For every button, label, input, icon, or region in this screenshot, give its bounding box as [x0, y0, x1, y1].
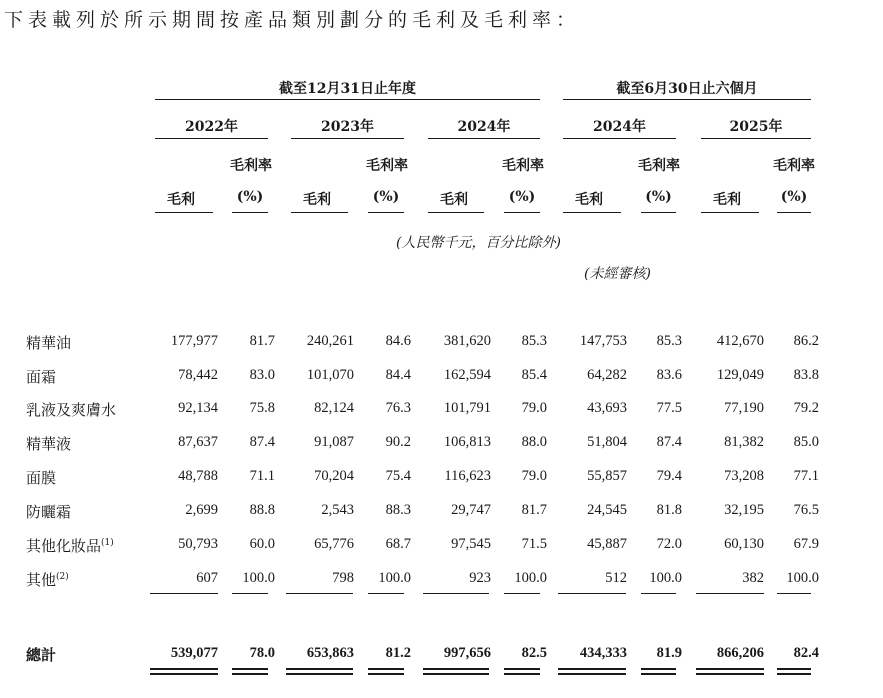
margin-cell: 83.8: [793, 367, 819, 383]
group-header-year: 截至12月31日止年度: [279, 81, 416, 97]
total-margin-cell: 81.2: [385, 645, 411, 661]
margin-unit-header: (%): [780, 189, 808, 205]
gross-profit-cell: 70,204: [314, 468, 354, 484]
total-double-rule-gp: [696, 673, 764, 675]
margin-rule: [504, 212, 540, 213]
gross-profit-cell: 78,442: [178, 367, 218, 383]
year-header-2: 2024年: [457, 119, 511, 135]
total-margin-cell: 82.4: [793, 645, 819, 661]
total-double-rule-mg: [504, 673, 540, 675]
margin-cell: 85.0: [793, 434, 819, 450]
gross-profit-header: 毛利: [303, 192, 331, 208]
gross-profit-cell: 129,049: [716, 367, 764, 383]
gross-profit-cell: 32,195: [724, 502, 764, 518]
group-rule-half: [563, 99, 811, 100]
gross-profit-rule: [428, 212, 484, 213]
gross-profit-cell: 147,753: [579, 333, 627, 349]
margin-cell: 85.4: [521, 367, 547, 383]
margin-unit-header: (%): [372, 189, 400, 205]
gross-profit-rule: [155, 212, 213, 213]
gross-profit-cell: 177,977: [170, 333, 218, 349]
gross-profit-cell: 73,208: [724, 468, 764, 484]
margin-cell: 76.5: [793, 502, 819, 518]
gross-profit-cell: 55,857: [587, 468, 627, 484]
gross-profit-cell: 97,545: [451, 536, 491, 552]
row-label-text: 防曬霜: [26, 503, 72, 521]
margin-header: 毛利率: [773, 158, 815, 174]
total-margin-cell: 81.9: [656, 645, 682, 661]
subtotal-rule-gp: [150, 593, 218, 594]
total-double-rule-gp: [558, 668, 626, 670]
total-gross-profit-cell: 866,206: [716, 645, 764, 661]
gross-profit-header: 毛利: [167, 192, 195, 208]
margin-cell: 77.5: [656, 400, 682, 416]
gross-profit-cell: 82,124: [314, 400, 354, 416]
row-label-text: 其他化妝品: [26, 537, 102, 555]
margin-cell: 88.8: [249, 502, 275, 518]
row-label-text: 精華油: [26, 334, 72, 352]
total-double-rule-gp: [150, 668, 218, 670]
row-label-text: 精華液: [26, 435, 72, 453]
group-header-half: 截至6月30日止六個月: [616, 81, 758, 97]
gross-profit-cell: 50,793: [178, 536, 218, 552]
row-label: [26, 433, 71, 454]
total-double-rule-gp: [423, 668, 489, 670]
margin-cell: 79.0: [521, 400, 547, 416]
total-double-rule-mg: [641, 668, 676, 670]
gross-profit-rule: [701, 212, 759, 213]
margin-cell: 100.0: [378, 570, 411, 586]
margin-cell: 87.4: [249, 434, 275, 450]
subtotal-rule-gp: [286, 593, 353, 594]
total-double-rule-mg: [232, 668, 268, 670]
margin-cell: 67.9: [793, 536, 819, 552]
gross-profit-cell: 512: [605, 570, 627, 586]
margin-cell: 75.8: [249, 400, 275, 416]
total-gross-profit-cell: 434,333: [579, 645, 627, 661]
gross-profit-cell: 798: [332, 570, 354, 586]
margin-cell: 81.7: [249, 333, 275, 349]
total-double-rule-mg: [777, 673, 811, 675]
year-header-3: 2024年: [593, 119, 646, 135]
total-gross-profit-cell: 653,863: [306, 645, 354, 661]
total-double-rule-gp: [696, 668, 764, 670]
gross-profit-cell: 240,261: [306, 333, 354, 349]
total-double-rule-mg: [777, 668, 811, 670]
gross-profit-header: 毛利: [713, 192, 741, 208]
gross-profit-cell: 2,699: [185, 502, 218, 518]
total-double-rule-gp: [423, 673, 489, 675]
margin-cell: 86.2: [793, 333, 819, 349]
margin-cell: 83.6: [656, 367, 682, 383]
margin-cell: 77.1: [793, 468, 819, 484]
year-rule-0: [155, 138, 268, 139]
gross-profit-cell: 381,620: [443, 333, 491, 349]
total-double-rule-gp: [286, 673, 353, 675]
row-label-text: 乳液及爽膚水: [26, 401, 117, 419]
year-rule-4: [701, 138, 811, 139]
row-label: [26, 366, 56, 387]
subtotal-rule-mg: [641, 593, 676, 594]
total-double-rule-mg: [504, 668, 540, 670]
margin-rule: [368, 212, 404, 213]
total-gross-profit-cell: 997,656: [443, 645, 491, 661]
gross-profit-cell: 51,804: [587, 434, 627, 450]
gross-profit-cell: 116,623: [444, 468, 491, 484]
subtotal-rule-gp: [423, 593, 489, 594]
subtotal-rule-gp: [558, 593, 626, 594]
gross-profit-cell: 106,813: [443, 434, 491, 450]
margin-unit-header: (%): [508, 189, 536, 205]
subtotal-rule-mg: [777, 593, 811, 594]
year-rule-2: [428, 138, 540, 139]
total-gross-profit-cell: 539,077: [170, 645, 218, 661]
margin-cell: 90.2: [385, 434, 411, 450]
gross-profit-cell: 91,087: [314, 434, 354, 450]
margin-header: 毛利率: [638, 158, 680, 174]
gross-profit-cell: 64,282: [587, 367, 627, 383]
margin-cell: 100.0: [649, 570, 682, 586]
margin-cell: 85.3: [521, 333, 547, 349]
row-label: [26, 535, 114, 556]
row-label-text: 面膜: [26, 469, 57, 487]
margin-header: 毛利率: [366, 158, 408, 174]
gross-profit-cell: 81,382: [724, 434, 764, 450]
margin-cell: 81.8: [656, 502, 682, 518]
margin-cell: 100.0: [514, 570, 547, 586]
gross-profit-cell: 2,543: [321, 502, 354, 518]
gross-profit-header: 毛利: [440, 192, 468, 208]
year-header-0: 2022年: [185, 119, 238, 135]
gross-profit-cell: 43,693: [587, 400, 627, 416]
gross-profit-header: 毛利: [575, 192, 603, 208]
margin-cell: 60.0: [249, 536, 275, 552]
unaudited-note: (未經審核): [584, 266, 651, 282]
total-double-rule-mg: [641, 673, 676, 675]
total-label: 總計: [26, 646, 57, 664]
year-header-4: 2025年: [729, 119, 783, 135]
total-margin-cell: 78.0: [249, 645, 275, 661]
year-header-1: 2023年: [321, 119, 374, 135]
margin-cell: 85.3: [656, 333, 682, 349]
margin-cell: 71.1: [249, 468, 275, 484]
gross-profit-cell: 65,776: [314, 536, 354, 552]
gross-profit-cell: 60,130: [724, 536, 764, 552]
margin-rule: [777, 212, 811, 213]
gross-profit-cell: 29,747: [451, 502, 491, 518]
margin-cell: 68.7: [385, 536, 411, 552]
margin-header: 毛利率: [230, 158, 272, 174]
gross-profit-cell: 92,134: [178, 400, 218, 416]
total-margin-cell: 82.5: [521, 645, 547, 661]
margin-header: 毛利率: [502, 158, 544, 174]
margin-cell: 87.4: [656, 434, 682, 450]
margin-cell: 100.0: [242, 570, 275, 586]
margin-rule: [232, 212, 268, 213]
subtotal-rule-gp: [696, 593, 764, 594]
margin-cell: 76.3: [385, 400, 411, 416]
total-double-rule-mg: [368, 668, 404, 670]
margin-cell: 84.6: [385, 333, 411, 349]
gross-profit-cell: 382: [742, 570, 764, 586]
gross-profit-cell: 101,791: [443, 400, 491, 416]
gross-profit-cell: 45,887: [587, 536, 627, 552]
total-double-rule-mg: [232, 673, 268, 675]
gross-profit-cell: 923: [469, 570, 491, 586]
margin-cell: 88.0: [521, 434, 547, 450]
year-rule-1: [291, 138, 404, 139]
total-double-rule-mg: [368, 673, 404, 675]
margin-cell: 72.0: [656, 536, 682, 552]
margin-unit-header: (%): [236, 189, 264, 205]
group-rule-year: [155, 99, 540, 100]
gross-profit-cell: 24,545: [587, 502, 627, 518]
row-label: [26, 332, 71, 353]
total-double-rule-gp: [558, 673, 626, 675]
gross-profit-cell: 162,594: [443, 367, 491, 383]
gross-profit-cell: 101,070: [306, 367, 354, 383]
margin-cell: 71.5: [521, 536, 547, 552]
gross-profit-cell: 412,670: [716, 333, 764, 349]
margin-cell: 100.0: [786, 570, 819, 586]
footnote-marker: (1): [101, 538, 114, 548]
row-label: [26, 399, 116, 420]
margin-cell: 79.0: [521, 468, 547, 484]
gross-profit-cell: 77,190: [724, 400, 764, 416]
margin-cell: 79.2: [793, 400, 819, 416]
footnote-marker: (2): [56, 572, 69, 582]
row-label: [26, 569, 69, 590]
subtotal-rule-mg: [232, 593, 268, 594]
margin-cell: 75.4: [385, 468, 411, 484]
total-double-rule-gp: [150, 673, 218, 675]
margin-cell: 81.7: [521, 502, 547, 518]
gross-profit-rule: [563, 212, 621, 213]
row-label-text: 其他: [26, 571, 57, 589]
margin-cell: 83.0: [249, 367, 275, 383]
total-double-rule-gp: [286, 668, 353, 670]
gross-profit-cell: 48,788: [178, 468, 218, 484]
gross-profit-cell: 87,637: [178, 434, 218, 450]
subtotal-rule-mg: [504, 593, 540, 594]
margin-cell: 79.4: [656, 468, 682, 484]
margin-cell: 84.4: [385, 367, 411, 383]
gross-profit-rule: [291, 212, 348, 213]
intro-text: 下表載列於所示期間按產品類別劃分的毛利及毛利率：: [4, 9, 581, 31]
row-label: [26, 467, 56, 488]
year-rule-3: [563, 138, 676, 139]
margin-unit-header: (%): [645, 189, 672, 205]
subtotal-rule-mg: [368, 593, 404, 594]
margin-cell: 88.3: [385, 502, 411, 518]
gross-profit-cell: 607: [196, 570, 218, 586]
margin-rule: [641, 212, 676, 213]
row-label-text: 面霜: [26, 368, 57, 386]
unit-note: (人民幣千元，百分比除外): [396, 235, 561, 251]
row-label: [26, 501, 71, 522]
